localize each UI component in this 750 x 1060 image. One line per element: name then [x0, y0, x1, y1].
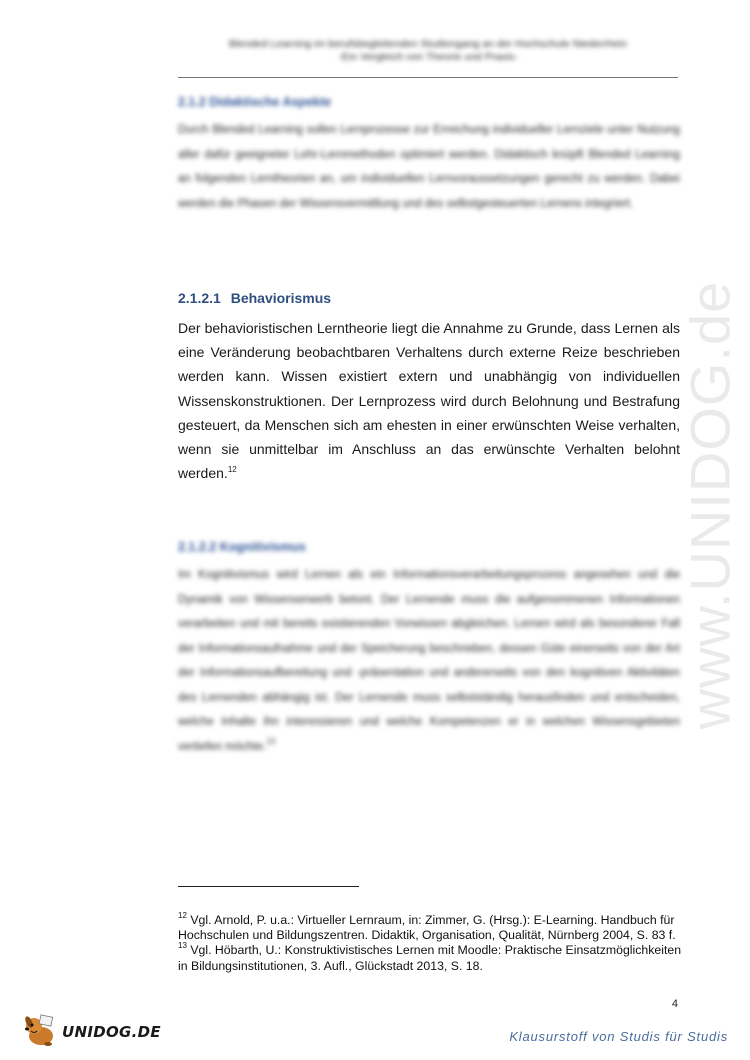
paragraph-didaktische-aspekte: Durch Blended Learning sollen Lernprozesse zur Erreichung individueller Lernziele unter Nutzung aller dafür geeigneter Lehr-Lernmethoden optimiert werden. Didaktisch knüpft Blended Learning an folgenden Lerntheorien an, um individuellen Lernvoraussetzungen gerecht zu werden. Dabei werden die Phasen der Wissensvermittlung und des selbstgesteuerten Lernens integriert.	[178, 124, 680, 210]
footnote-rule	[178, 886, 359, 887]
section-title: Behaviorismus	[230, 290, 332, 306]
section-heading-didaktische-aspekte: 2.1.2 Didaktische Aspekte	[178, 95, 332, 109]
footnote-number: 13	[178, 941, 187, 951]
paragraph-line: eine Veränderung beobachtbaren Verhaltens durch externe Reize beschrieben	[178, 344, 680, 361]
header-line-2: -Ein Vergleich von Theorie und Praxis-	[338, 51, 518, 63]
page-number: 4	[671, 998, 678, 1010]
dog-mascot-icon	[22, 1014, 58, 1048]
paragraph-kognitivismus	[178, 563, 680, 759]
paragraph-line: Der behavioristischen Lerntheorie liegt die Annahme zu Grunde, dass Lernen als	[178, 320, 680, 336]
running-header	[178, 38, 678, 64]
paragraph-line: wenn sie unmittelbar im Anschluss an das erwünschte Verhalten belohnt	[178, 441, 680, 458]
paragraph-line: werden kann. Wissen existiert extern und unabhängig von individuellen	[178, 368, 680, 385]
footnote-text: Vgl. Höbarth, U.: Konstruktivistisches Lernen mit Moodle: Praktische Einsatzmöglichkeiten in Bildungsinstitutionen, 3. Aufl., Glückstadt 2013, S. 18.	[178, 943, 682, 973]
footnote-13	[178, 943, 688, 973]
watermark-text: www.UNIDOG.de	[678, 280, 742, 730]
footnote-ref: 12	[227, 465, 237, 475]
paragraph-line: Wissenskonstruktionen. Der Lernprozess wird durch Belohnung und Bestrafung	[178, 392, 680, 409]
logo-wordmark: UNIDOG.DE	[62, 1023, 161, 1041]
paragraph-text: Im Kognitivismus wird Lernen als ein Informationsverarbeitungsprozess angesehen und die Dynamik von Wissenserwerb betont. Der Lernende muss die aufgenommenen Informationen verarbeiten und mit bereits existierenden Vorwissen abgleichen. Lernen wird als besonderer Fall der Informationsaufnahme und der Speicherung beschrieben, dessen Güte einerseits von der Art der Informationsaufbereitung und -präsentation und andererseits von den kognitiven Aktivitäten des Lernenden abhängig ist. Der Lernende muss selbstständig herausfinden und entscheiden, welche Inhalte ihn interessieren und welche Kompetenzen er in welchen Wissensgebieten vertiefen möchte.	[178, 569, 680, 753]
footnote-ref: 13	[266, 736, 276, 746]
header-rule	[178, 77, 678, 78]
section-heading-behaviorismus	[178, 290, 331, 306]
unidog-logo[interactable]	[22, 1014, 161, 1048]
footnote-12	[178, 913, 688, 943]
header-line-1: Blended Learning im berufsbegleitenden Studiengang an der Hochschule Niederrhein	[228, 38, 628, 50]
footnote-text: Vgl. Arnold, P. u.a.: Virtueller Lernraum, in: Zimmer, G. (Hrsg.): E-Learning. Handbuch für Hochschulen und Bildungszentren. Didaktik, Organisation, Qualität, Nürnberg 2004, S. 83 f.	[178, 913, 676, 943]
paragraph-behaviorismus	[178, 316, 680, 485]
paragraph-last-line	[178, 461, 680, 485]
footnote-number: 12	[178, 911, 187, 920]
paragraph-line: gesteuert, da Menschen sich am ehesten in einer erwünschten Weise verhalten,	[178, 416, 680, 433]
footnotes	[178, 913, 688, 974]
paragraph-line-text: werden.	[178, 465, 228, 482]
section-number: 2.1.2.1	[178, 290, 221, 306]
footer-tagline: Klausurstoff von Studis für Studis	[509, 1029, 728, 1044]
section-heading-kognitivismus: 2.1.2.2 Kognitivismus	[178, 540, 306, 554]
